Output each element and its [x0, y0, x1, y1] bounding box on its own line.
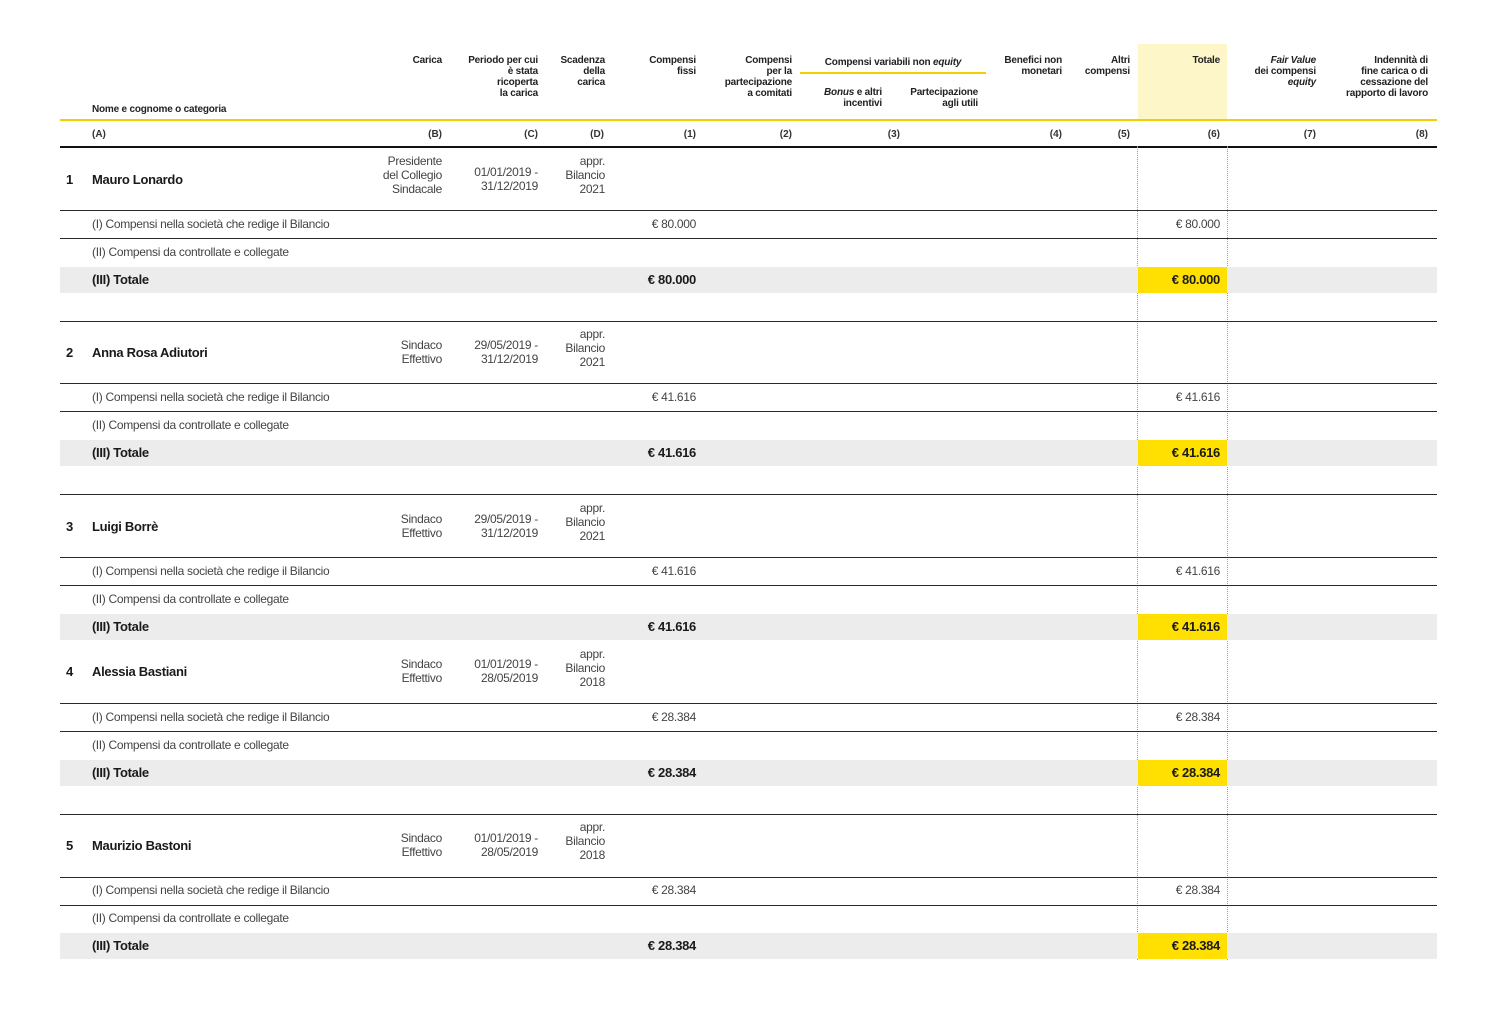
header-scadenza: Scadenza della carica [560, 55, 605, 88]
row-compensi-societa-label: (I) Compensi nella società che redige il Bilancio [92, 564, 330, 578]
row-compensi-controllate-label: (II) Compensi da controllate e collegate [92, 592, 289, 606]
header-fair-value: Fair Value dei compensi equity [1254, 55, 1316, 88]
header-altri-compensi: Altri compensi [1084, 55, 1130, 77]
colid-3: (3) [887, 129, 900, 140]
total-totale: € 80.000 [1171, 272, 1220, 287]
person-name: Maurizio Bastoni [92, 838, 192, 853]
total-totale: € 41.616 [1171, 619, 1220, 634]
row-rule [60, 411, 1437, 412]
person-number: 1 [66, 172, 74, 187]
total-fissi: € 28.384 [647, 938, 696, 953]
row-compensi-societa-totale: € 28.384 [1175, 710, 1220, 724]
total-fissi: € 41.616 [647, 445, 696, 460]
header-bonus: Bonus e altri incentivi [824, 87, 882, 109]
total-label: (III) Totale [92, 445, 149, 460]
total-label: (III) Totale [92, 765, 149, 780]
person-scadenza: appr. Bilancio 2021 [565, 327, 605, 369]
row-compensi-controllate-label: (II) Compensi da controllate e collegate [92, 911, 289, 925]
row-compensi-societa-label: (I) Compensi nella società che redige il Bilancio [92, 883, 330, 897]
person-carica: Sindaco Effettivo [400, 657, 442, 685]
total-label: (III) Totale [92, 272, 149, 287]
total-row-band [60, 614, 1437, 640]
person-name: Alessia Bastiani [92, 664, 187, 679]
row-compensi-controllate-label: (II) Compensi da controllate e collegate [92, 245, 289, 259]
row-rule [60, 703, 1437, 704]
person-carica: Sindaco Effettivo [400, 338, 442, 366]
section-rule [60, 814, 1437, 815]
person-periodo: 29/05/2019 - 31/12/2019 [474, 338, 538, 366]
total-row-band [60, 933, 1437, 959]
row-rule [60, 383, 1437, 384]
total-row-band [60, 267, 1437, 293]
total-totale: € 41.616 [1171, 445, 1220, 460]
person-name: Luigi Borrè [92, 519, 159, 534]
colid-c: (C) [524, 129, 538, 140]
row-compensi-societa-label: (I) Compensi nella società che redige il Bilancio [92, 710, 330, 724]
total-label: (III) Totale [92, 938, 149, 953]
colid-a: (A) [92, 129, 106, 140]
person-name: Mauro Lonardo [92, 172, 183, 187]
person-periodo: 01/01/2019 - 28/05/2019 [474, 831, 538, 859]
colid-8: (8) [1415, 129, 1428, 140]
row-compensi-societa-label: (I) Compensi nella società che redige il Bilancio [92, 217, 330, 231]
table-top-rule [60, 146, 1437, 148]
header-totale: Totale [1192, 55, 1220, 66]
header-compensi-comitati: Compensi per la partecipazione a comitati [724, 55, 792, 99]
total-totale: € 28.384 [1171, 765, 1220, 780]
person-periodo: 01/01/2019 - 28/05/2019 [474, 657, 538, 685]
person-scadenza: appr. Bilancio 2018 [565, 820, 605, 862]
row-rule [60, 238, 1437, 239]
header-compensi-fissi: Compensi fissi [649, 55, 696, 77]
header-carica: Carica [412, 55, 442, 66]
colid-d: (D) [590, 129, 604, 140]
row-compensi-societa-totale: € 41.616 [1175, 564, 1220, 578]
person-carica: Sindaco Effettivo [400, 831, 442, 859]
total-fissi: € 80.000 [647, 272, 696, 287]
person-scadenza: appr. Bilancio 2021 [565, 154, 605, 196]
row-rule [60, 210, 1437, 211]
colid-4: (4) [1049, 129, 1062, 140]
header-name-col: Nome e cognome o categoria [92, 104, 227, 115]
person-name: Anna Rosa Adiutori [92, 345, 208, 360]
row-compensi-societa-totale: € 28.384 [1175, 883, 1220, 897]
header-benefici: Benefici non monetari [1004, 55, 1062, 77]
colid-5: (5) [1117, 129, 1130, 140]
person-number: 5 [66, 838, 74, 853]
total-totale: € 28.384 [1171, 938, 1220, 953]
person-periodo: 29/05/2019 - 31/12/2019 [474, 512, 538, 540]
row-rule [60, 731, 1437, 732]
colid-1: (1) [683, 129, 696, 140]
row-compensi-societa-fissi: € 41.616 [651, 564, 696, 578]
colid-b: (B) [428, 129, 442, 140]
row-rule [60, 557, 1437, 558]
row-compensi-societa-totale: € 41.616 [1175, 390, 1220, 404]
row-compensi-societa-fissi: € 41.616 [651, 390, 696, 404]
person-carica: Sindaco Effettivo [400, 512, 442, 540]
section-rule [60, 494, 1437, 495]
total-row-band [60, 760, 1437, 786]
header-bottom-rule [60, 119, 1437, 121]
person-scadenza: appr. Bilancio 2018 [565, 647, 605, 689]
person-number: 2 [66, 345, 74, 360]
row-rule [60, 585, 1437, 586]
colid-7: (7) [1303, 129, 1316, 140]
row-compensi-controllate-label: (II) Compensi da controllate e collegate [92, 738, 289, 752]
row-compensi-societa-totale: € 80.000 [1175, 217, 1220, 231]
row-compensi-societa-fissi: € 28.384 [651, 710, 696, 724]
total-fissi: € 28.384 [647, 765, 696, 780]
row-compensi-societa-fissi: € 28.384 [651, 883, 696, 897]
header-compensi-variabili: Compensi variabili non equity [824, 57, 962, 68]
header-indennita: Indennità di fine carica o di cessazione del rapporto di lavoro [1346, 55, 1428, 99]
person-number: 3 [66, 519, 74, 534]
row-compensi-controllate-label: (II) Compensi da controllate e collegate [92, 418, 289, 432]
colid-2: (2) [779, 129, 792, 140]
total-label: (III) Totale [92, 619, 149, 634]
header-variabili-underline [800, 72, 986, 74]
row-rule [60, 905, 1437, 906]
person-scadenza: appr. Bilancio 2021 [565, 501, 605, 543]
row-rule [60, 877, 1437, 878]
total-fissi: € 41.616 [647, 619, 696, 634]
total-row-band [60, 440, 1437, 466]
row-compensi-societa-label: (I) Compensi nella società che redige il Bilancio [92, 390, 330, 404]
colid-6: (6) [1207, 129, 1220, 140]
person-number: 4 [66, 664, 74, 679]
row-compensi-societa-fissi: € 80.000 [651, 217, 696, 231]
header-periodo: Periodo per cui è stata ricoperta la carica [468, 55, 538, 99]
person-periodo: 01/01/2019 - 31/12/2019 [474, 165, 538, 193]
section-rule [60, 321, 1437, 322]
person-carica: Presidente del Collegio Sindacale [382, 154, 442, 196]
header-partecipazione-utili: Partecipazione agli utili [910, 87, 978, 109]
